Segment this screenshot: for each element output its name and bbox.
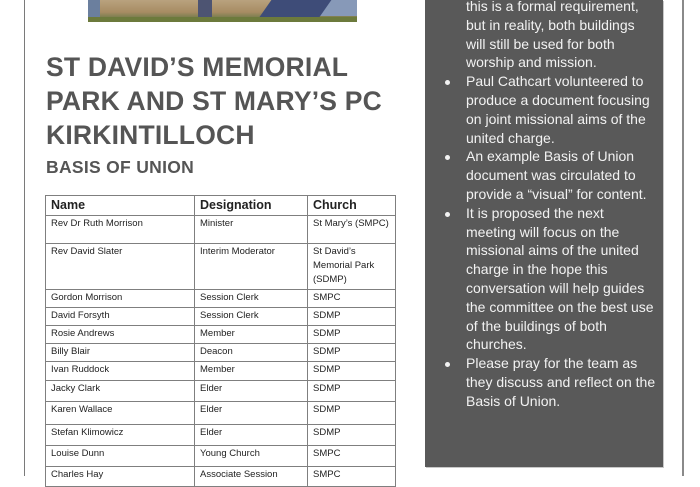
column-header-church: Church — [308, 196, 396, 216]
note-text: this is a formal requirement, but in reality, both buildings will still be used for both worship and mission. — [466, 0, 639, 71]
cell-name: Jacky Clark — [46, 381, 195, 402]
cell-designation: Interim Moderator — [195, 244, 308, 290]
title-line: PARK AND ST MARY’S PC — [46, 86, 382, 116]
members-table — [45, 195, 396, 487]
cell-church: SDMP — [308, 326, 396, 344]
cell-designation: Elder — [195, 402, 308, 425]
table-row — [46, 308, 396, 326]
cell-name: David Forsyth — [46, 308, 195, 326]
cell-name: Rev David Slater — [46, 244, 195, 290]
note-text: Paul Cathcart volunteered to produce a document focusing on joint missional aims of the united charge. — [466, 73, 650, 146]
cell-name: Louise Dunn — [46, 446, 195, 467]
page-title — [46, 50, 416, 152]
cell-name: Stefan Klimowicz — [46, 425, 195, 446]
note-item — [425, 354, 663, 410]
note-item — [425, 72, 663, 147]
cell-name: Billy Blair — [46, 344, 195, 362]
cell-designation: Member — [195, 362, 308, 381]
column-header-name: Name — [46, 196, 195, 216]
cell-name: Ivan Ruddock — [46, 362, 195, 381]
table-row — [46, 402, 396, 425]
church-photo — [88, 0, 357, 22]
cell-name: Rosie Andrews — [46, 326, 195, 344]
table-row — [46, 326, 396, 344]
note-text: An example Basis of Union document was circulated to provide a “visual” for content. — [466, 148, 647, 202]
title-line: ST DAVID’S MEMORIAL — [46, 52, 349, 82]
note-text: It is proposed the next meeting will focus on the missional aims of the united charge in the hope this conversation will help guides the committee on the best use of the buildings of both churches. — [466, 204, 654, 353]
cell-church: SMPC — [308, 446, 396, 467]
page-border-left — [24, 0, 25, 476]
cell-church: SMPC — [308, 290, 396, 308]
cell-designation: Session Clerk — [195, 290, 308, 308]
note-item — [425, 204, 663, 354]
cell-church: SDMP — [308, 308, 396, 326]
note-item — [425, 0, 663, 72]
table-row — [46, 344, 396, 362]
bullet-icon — [445, 155, 450, 160]
table-row — [46, 290, 396, 308]
note-text: Please pray for the team as they discuss and reflect on the Basis of Union. — [466, 355, 656, 409]
cell-designation: Deacon — [195, 344, 308, 362]
cell-designation: Elder — [195, 425, 308, 446]
column-header-designation: Designation — [195, 196, 308, 216]
bullet-icon — [445, 362, 450, 367]
table-row — [46, 381, 396, 402]
cell-church: SDMP — [308, 381, 396, 402]
note-item — [425, 147, 663, 203]
cell-church: SMPC — [308, 467, 396, 487]
bullet-icon — [445, 212, 450, 217]
photo-grass — [88, 17, 357, 22]
page-border-right — [682, 0, 684, 476]
table-row — [46, 216, 396, 244]
cell-church: St David’s Memorial Park (SDMP) — [308, 244, 396, 290]
cell-designation: Young Church — [195, 446, 308, 467]
bullet-icon — [445, 80, 450, 85]
cell-designation: Minister — [195, 216, 308, 244]
table-row — [46, 425, 396, 446]
notes-list — [425, 0, 663, 411]
notes-panel — [425, 0, 663, 467]
cell-church: SDMP — [308, 402, 396, 425]
cell-name: Rev Dr Ruth Morrison — [46, 216, 195, 244]
title-line: KIRKINTILLOCH — [46, 120, 255, 150]
cell-name: Gordon Morrison — [46, 290, 195, 308]
cell-church: St Mary’s (SMPC) — [308, 216, 396, 244]
cell-name: Charles Hay — [46, 467, 195, 487]
cell-name: Karen Wallace — [46, 402, 195, 425]
table-row — [46, 362, 396, 381]
table-header-row — [46, 196, 396, 216]
page-subtitle: BASIS OF UNION — [46, 157, 195, 177]
cell-church: SDMP — [308, 362, 396, 381]
cell-designation: Elder — [195, 381, 308, 402]
cell-designation: Session Clerk — [195, 308, 308, 326]
table-row — [46, 244, 396, 290]
table-row — [46, 446, 396, 467]
cell-church: SDMP — [308, 425, 396, 446]
cell-designation: Member — [195, 326, 308, 344]
cell-church: SDMP — [308, 344, 396, 362]
cell-designation: Associate Session — [195, 467, 308, 487]
table-row — [46, 467, 396, 487]
